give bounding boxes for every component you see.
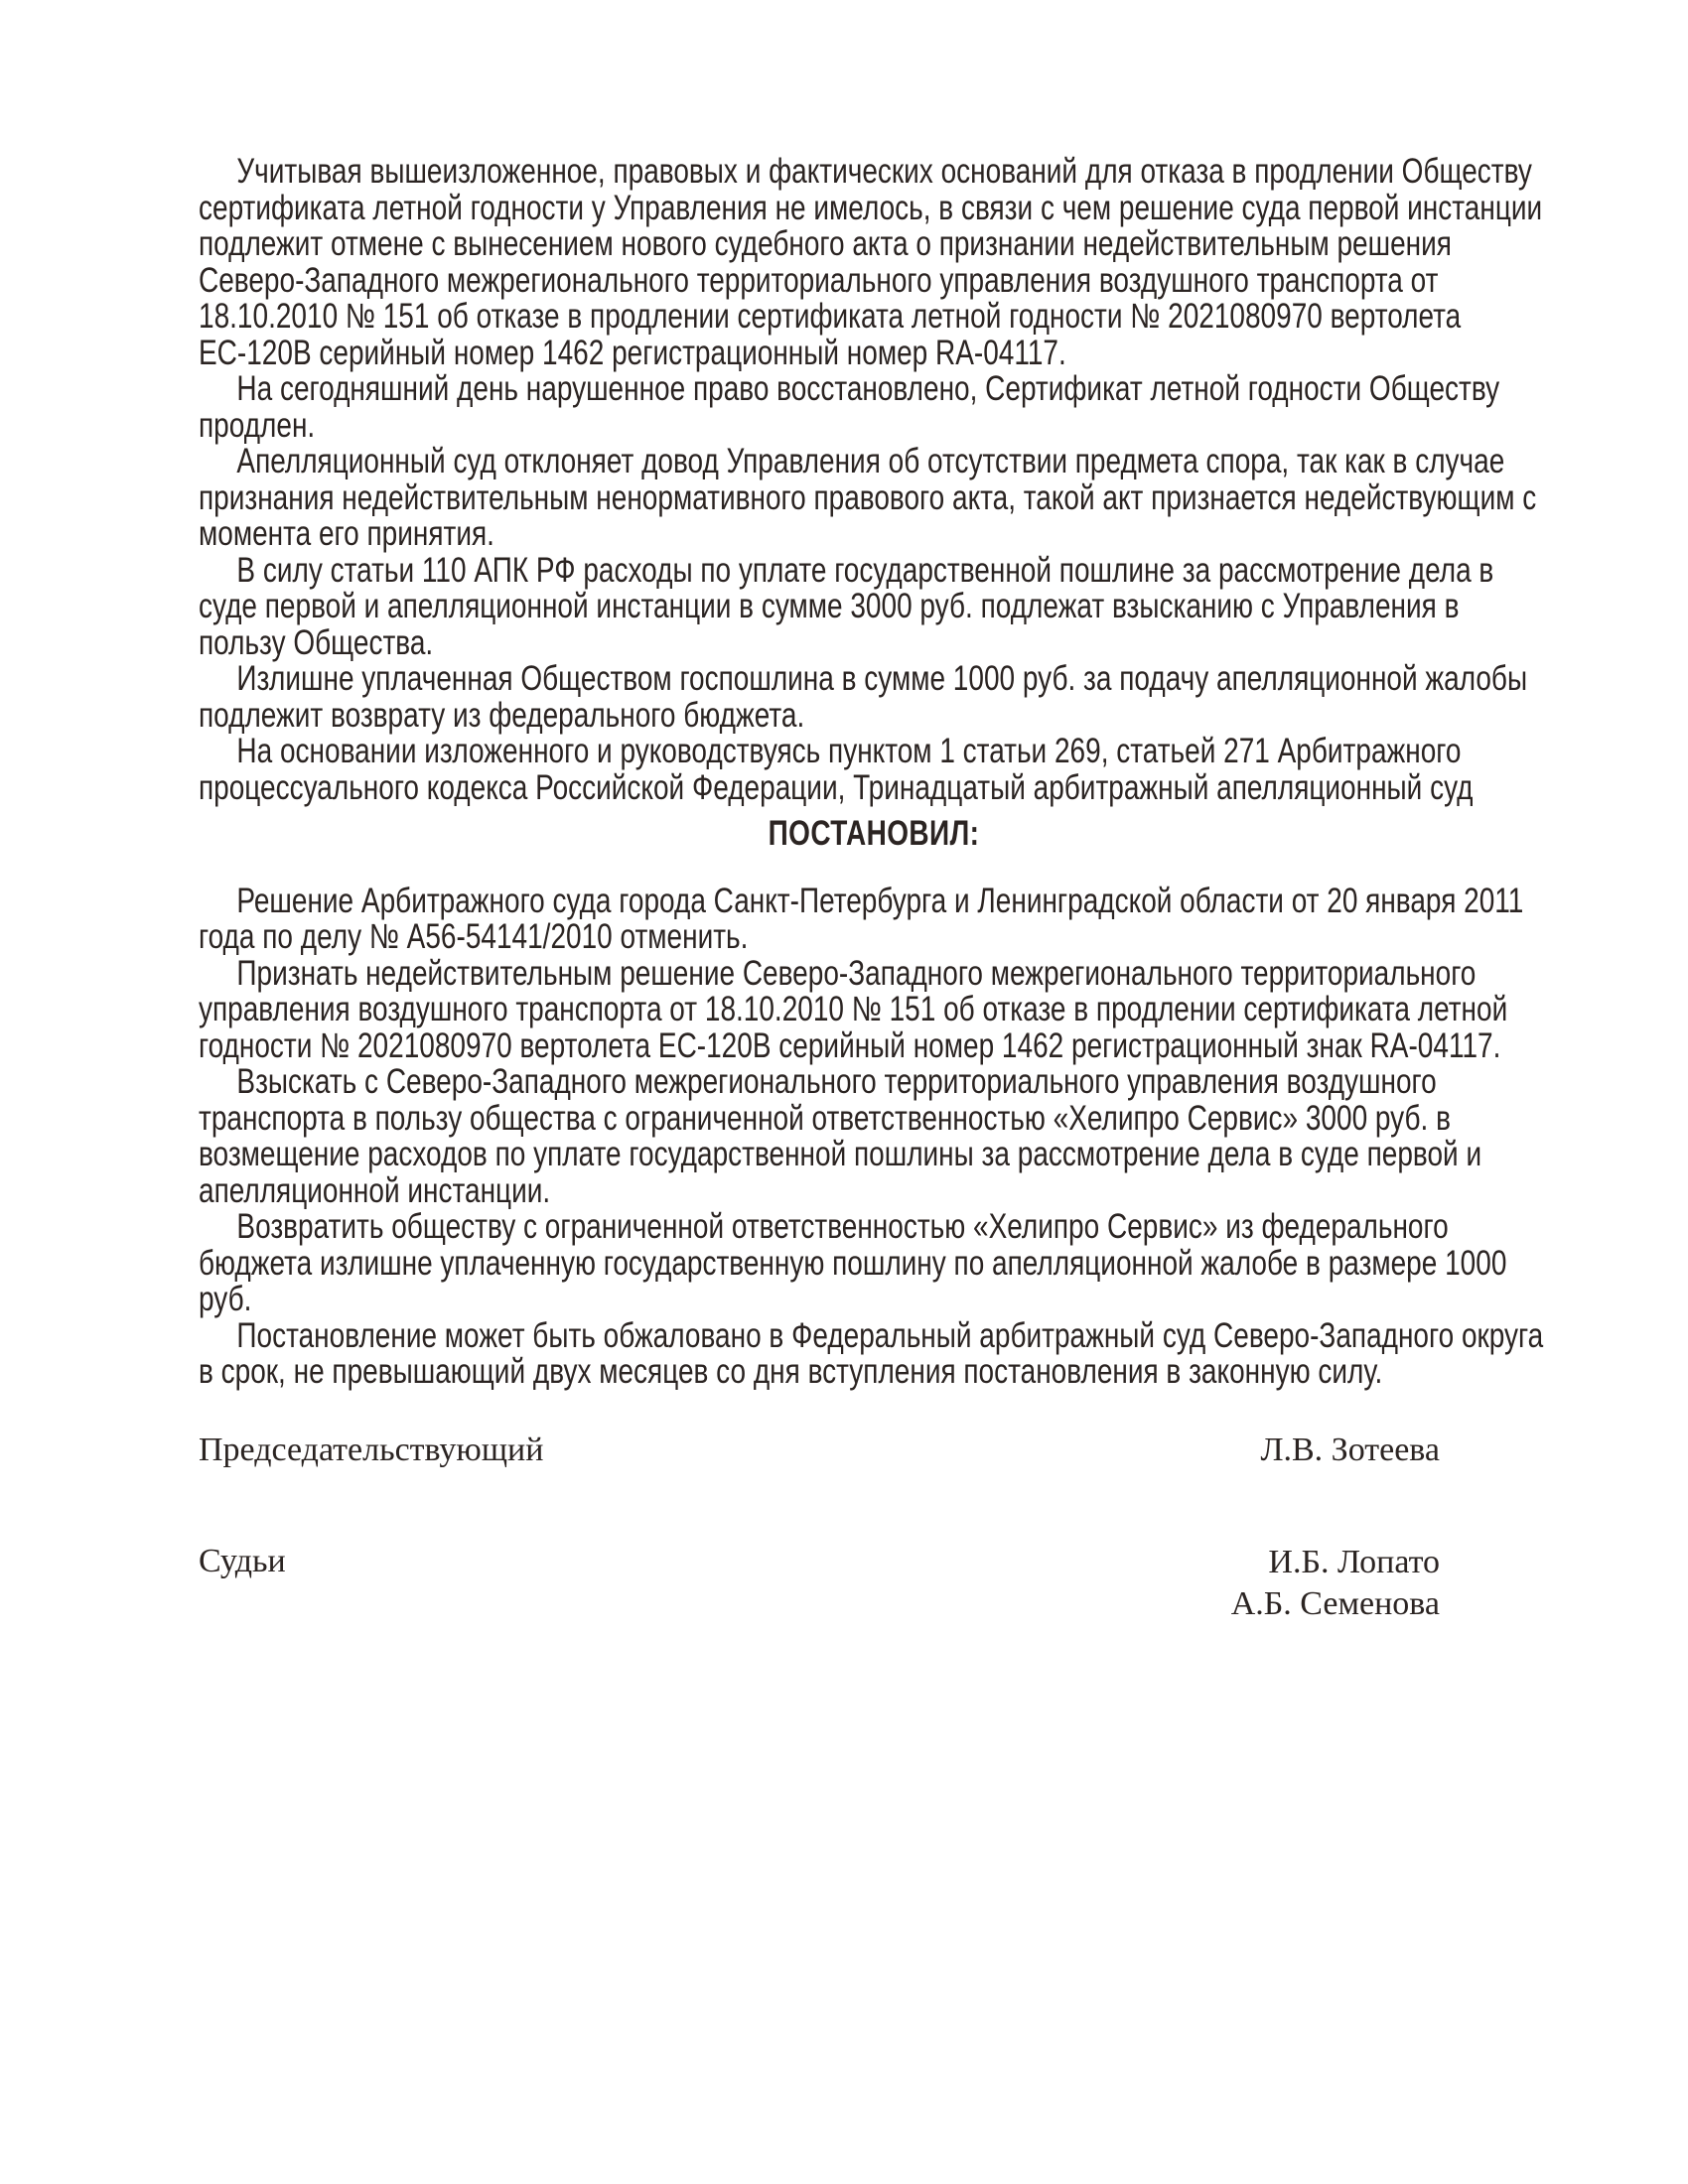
- paragraph: Взыскать с Северо-Западного межрегионального территориального управления воздушного транспорта в пользу общества с ограниченной ответственностью «Хелипро Сервис» 3000 руб. в возмещение расходов по уплате государственной пошлины за рассмотрение дела в суде первой и апелляционной инстанции.: [199, 1062, 1482, 1210]
- paragraph: Возвратить обществу с ограниченной ответственностью «Хелипро Сервис» из федерального бюджета излишне уплаченную государственную пошлину по апелляционной жалобе в размере 1000 руб.: [199, 1207, 1507, 1318]
- presiding-judge-row: [199, 1431, 1549, 1470]
- resolution-heading: ПОСТАНОВИЛ:: [768, 814, 980, 853]
- presiding-judge-label: Председательствующий: [199, 1431, 544, 1468]
- paragraph: Учитывая вышеизложенное, правовых и фактических оснований для отказа в продлении Обществу сертификата летной годности у Управления не имелось, в связи с чем решение суда первой инстанции подлежит отмене с вынесением нового судебного акта о признании недействительным решения Северо-Западного межрегионального территориального управления воздушного транспорта от 18.10.2010 № 151 об отказе в продлении сертификата летной годности № 2021080970 вертолета ЕС-120В серийный номер 1462 регистрационный номер RA-04117.: [199, 152, 1543, 372]
- resolution-heading-wrapper: [199, 816, 1549, 853]
- resolution-section: [199, 881, 1549, 1391]
- judges-row: [199, 1542, 1549, 1625]
- presiding-judge-name: Л.В. Зотеева: [1260, 1431, 1440, 1468]
- paragraph: Решение Арбитражного суда города Санкт-Петербурга и Ленинградской области от 20 января 2011 года по делу № А56-54141/2010 отменить.: [199, 881, 1524, 956]
- judges-label: Судьи: [199, 1542, 286, 1579]
- judges-names: [1231, 1542, 1549, 1625]
- paragraph: Постановление может быть обжаловано в Федеральный арбитражный суд Северо-Западного округа в срок, не превышающий двух месяцев со дня вступления постановления в законную силу.: [199, 1315, 1544, 1391]
- document-content: [199, 154, 1549, 1625]
- paragraph: Апелляционный суд отклоняет довод Управления об отсутствии предмета спора, так как в случае признания недействительным ненормативного правового акта, такой акт признается недействующим с момента его принятия.: [199, 442, 1537, 553]
- paragraph: На основании изложенного и руководствуясь пунктом 1 статьи 269, статьей 271 Арбитражного процессуального кодекса Российской Федерации, Тринадцатый арбитражный апелляционный суд: [199, 732, 1474, 807]
- judge-name: И.Б. Лопато: [1268, 1543, 1440, 1580]
- paragraph: Излишне уплаченная Обществом госпошлина в сумме 1000 руб. за подачу апелляционной жалобы подлежит возврату из федерального бюджета.: [199, 659, 1528, 735]
- paragraph: В силу статьи 110 АПК РФ расходы по уплате государственной пошлине за рассмотрение дела в суде первой и апелляционной инстанции в сумме 3000 руб. подлежат взысканию с Управления в пользу Общества.: [199, 550, 1494, 662]
- paragraph: На сегодняшний день нарушенное право восстановлено, Сертификат летной годности Обществу продлен.: [199, 369, 1500, 445]
- reasoning-section: [199, 154, 1549, 806]
- signature-block: [199, 1431, 1549, 1625]
- paragraph: Признать недействительным решение Северо-Западного межрегионального территориального управления воздушного транспорта от 18.10.2010 № 151 об отказе в продлении сертификата летной годности № 2021080970 вертолета ЕС-120В серийный номер 1462 регистрационный знак RA-04117.: [199, 953, 1508, 1065]
- judge-name: А.Б. Семенова: [1230, 1584, 1440, 1622]
